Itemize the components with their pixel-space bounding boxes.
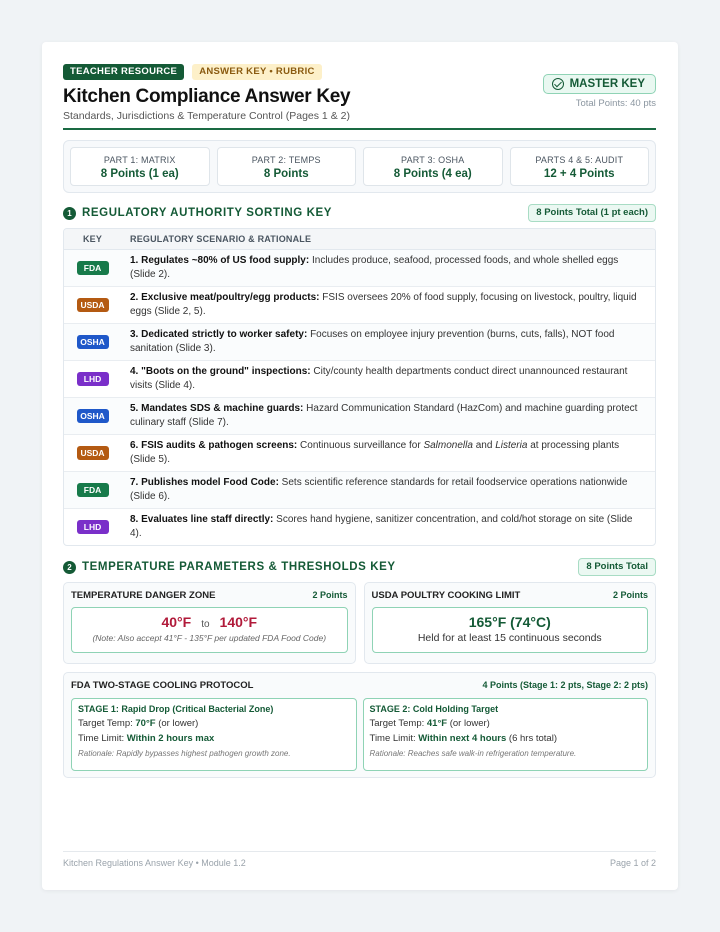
stage-rationale: Rationale: Rapidly bypasses highest pathogen growth zone. — [78, 749, 291, 758]
summary-value: 8 Points (1 ea) — [100, 168, 179, 180]
summary-value: 8 Points (4 ea) — [393, 168, 472, 180]
scenario-lead: 7. Publishes model Food Code: — [130, 477, 279, 488]
section-number: 2 — [63, 561, 76, 574]
table-row — [64, 509, 655, 545]
scenario-cell — [121, 324, 655, 360]
scenario-cell — [121, 361, 655, 397]
summary-label: PART 3: OSHA — [401, 155, 465, 165]
check-circle-icon — [552, 78, 564, 90]
scenario-cell — [121, 287, 655, 323]
page-title: Kitchen Compliance Answer Key — [63, 86, 351, 107]
scenario-lead: 1. Regulates ~80% of US food supply: — [130, 255, 310, 266]
danger-high-temp: 140°F — [219, 614, 258, 630]
card-points: 2 Points — [312, 590, 348, 600]
scenario-text: Sets scientific reference standards for retail foodservice operations nationwide (Slide 6). — [130, 477, 628, 502]
page-subtitle: Standards, Jurisdictions & Temperature Control (Pages 1 & 2) — [63, 110, 350, 122]
danger-note: (Note: Also accept 41°F - 135°F per updated FDA Food Code) — [92, 633, 327, 643]
summary-value: 12 + 4 Points — [543, 168, 615, 180]
scenario-text: Scores hand hygiene, sanitizer concentration, and cold/hot storage on site (Slide 4). — [130, 514, 633, 539]
scenario-text: Hazard Communication Standard (HazCom) and machine guarding protect culinary staff (Slide 7). — [130, 403, 638, 428]
table-body — [64, 250, 655, 545]
scenario-lead: 2. Exclusive meat/poultry/egg products: — [130, 292, 320, 303]
table-row — [64, 472, 655, 509]
scenario-text: at processing plants (Slide 5). — [130, 440, 620, 465]
table-row — [64, 324, 655, 361]
master-key-badge — [543, 74, 656, 94]
poultry-card — [364, 582, 657, 664]
cooling-stage-2 — [363, 698, 649, 771]
scenario-cell — [121, 250, 655, 286]
scenario-text: City/county health departments conduct direct unannounced restaurant visits (Slide 4). — [130, 366, 628, 391]
scenario-lead: 6. FSIS audits & pathogen screens: — [130, 440, 298, 451]
summary-part-1 — [70, 147, 210, 186]
time-value: Within 2 hours max — [126, 733, 215, 744]
key-cell — [64, 372, 121, 386]
table-row — [64, 435, 655, 472]
danger-zone-answer — [71, 607, 348, 653]
section-points-pill: 8 Points Total — [578, 558, 656, 576]
scenario-lead: 4. "Boots on the ground" inspections: — [130, 366, 311, 377]
footer-left: Kitchen Regulations Answer Key • Module 1.2 — [63, 858, 246, 868]
section-title: REGULATORY AUTHORITY SORTING KEY — [82, 207, 333, 219]
table-header — [64, 229, 655, 250]
poultry-temp: 165°F (74°C) — [468, 614, 551, 630]
temp-suffix: (or lower) — [155, 718, 199, 729]
key-cell — [64, 483, 121, 497]
col-key-header: KEY — [82, 234, 103, 244]
scenario-text: Focuses on employee injury prevention (burns, cuts, falls), NOT food sanitation (Slide 3). — [130, 329, 615, 354]
temp-value: 41°F — [426, 718, 448, 729]
agency-badge: USDA — [77, 446, 109, 460]
temp-label: Target Temp: — [369, 718, 427, 729]
danger-low-temp: 40°F — [161, 614, 192, 630]
temp-suffix: (or lower) — [447, 718, 490, 729]
agency-badge: USDA — [77, 298, 109, 312]
master-key-label: MASTER KEY — [569, 78, 645, 90]
table-row — [64, 398, 655, 435]
cooling-protocol-card — [63, 672, 656, 778]
agency-badge: FDA — [77, 261, 109, 275]
section-points-pill: 8 Points Total (1 pt each) — [528, 204, 656, 222]
answer-key-tag: ANSWER KEY • RUBRIC — [192, 64, 321, 80]
key-cell — [64, 335, 121, 349]
pathogen-name: Listeria — [495, 440, 528, 451]
points-summary — [63, 140, 656, 193]
scenario-cell — [121, 435, 655, 471]
section-2-heading — [63, 558, 656, 576]
key-cell — [64, 261, 121, 275]
scenario-text: Continuous surveillance for — [297, 440, 424, 451]
summary-part-2 — [217, 147, 357, 186]
answer-key-page — [42, 42, 678, 890]
summary-label: PART 2: TEMPS — [251, 155, 321, 165]
range-to: to — [201, 619, 210, 630]
poultry-hold-time: Held for at least 15 continuous seconds — [417, 632, 602, 644]
stage-title: STAGE 1: Rapid Drop (Critical Bacterial Zone) — [78, 704, 274, 714]
time-label: Time Limit: — [369, 733, 419, 744]
document-header — [63, 64, 656, 130]
scenario-text: and — [472, 440, 496, 451]
key-cell — [64, 520, 121, 534]
card-title: FDA TWO-STAGE COOLING PROTOCOL — [71, 680, 254, 691]
scenario-lead: 3. Dedicated strictly to worker safety: — [130, 329, 308, 340]
time-value: Within next 4 hours — [418, 733, 507, 744]
card-points: 2 Points — [612, 590, 648, 600]
scenario-text: Includes produce, seafood, processed foods, and whole shelled eggs (Slide 2). — [130, 255, 619, 280]
poultry-answer — [372, 607, 649, 653]
scenario-text: FSIS oversees 20% of food supply, focusing on livestock, poultry, liquid eggs (Slide 2, 5). — [130, 292, 637, 317]
col-desc-header: REGULATORY SCENARIO & RATIONALE — [130, 234, 312, 244]
agency-badge: OSHA — [77, 409, 109, 423]
card-title: TEMPERATURE DANGER ZONE — [71, 590, 216, 601]
key-cell — [64, 298, 121, 312]
table-row — [64, 361, 655, 398]
summary-value: 8 Points — [263, 168, 309, 180]
table-row — [64, 287, 655, 324]
pathogen-name: Salmonella — [423, 440, 473, 451]
temp-label: Target Temp: — [78, 718, 136, 729]
summary-label: PART 1: MATRIX — [103, 155, 176, 165]
danger-zone-card — [63, 582, 356, 664]
card-points: 4 Points (Stage 1: 2 pts, Stage 2: 2 pts) — [482, 680, 648, 690]
footer-page-number: Page 1 of 2 — [609, 858, 656, 868]
key-cell — [64, 446, 121, 460]
summary-part-3 — [363, 147, 503, 186]
stage-rationale: Rationale: Reaches safe walk-in refrigeration temperature. — [369, 749, 577, 758]
agency-badge: OSHA — [77, 335, 109, 349]
stage-title: STAGE 2: Cold Holding Target — [369, 704, 499, 714]
section-number: 1 — [63, 207, 76, 220]
scenario-lead: 8. Evaluates line staff directly: — [130, 514, 274, 525]
temp-value: 70°F — [135, 718, 156, 729]
cooling-stage-1 — [71, 698, 357, 771]
teacher-resource-tag: TEACHER RESOURCE — [63, 64, 184, 80]
time-label: Time Limit: — [78, 733, 127, 744]
regulatory-table — [63, 228, 656, 546]
summary-part-4-5 — [510, 147, 650, 186]
total-points: Total Points: 40 pts — [575, 98, 656, 109]
card-title: USDA POULTRY COOKING LIMIT — [371, 590, 521, 601]
section-1-heading — [63, 204, 656, 222]
agency-badge: FDA — [77, 483, 109, 497]
page-footer — [63, 851, 656, 868]
scenario-cell — [121, 472, 655, 508]
temperature-cards — [63, 582, 656, 664]
summary-label: PARTS 4 & 5: AUDIT — [535, 155, 624, 165]
scenario-cell — [121, 509, 655, 545]
agency-badge: LHD — [77, 520, 109, 534]
section-title: TEMPERATURE PARAMETERS & THRESHOLDS KEY — [82, 561, 396, 573]
table-row — [64, 250, 655, 287]
scenario-lead: 5. Mandates SDS & machine guards: — [130, 403, 304, 414]
agency-badge: LHD — [77, 372, 109, 386]
scenario-cell — [121, 398, 655, 434]
time-suffix: (6 hrs total) — [506, 733, 557, 744]
key-cell — [64, 409, 121, 423]
